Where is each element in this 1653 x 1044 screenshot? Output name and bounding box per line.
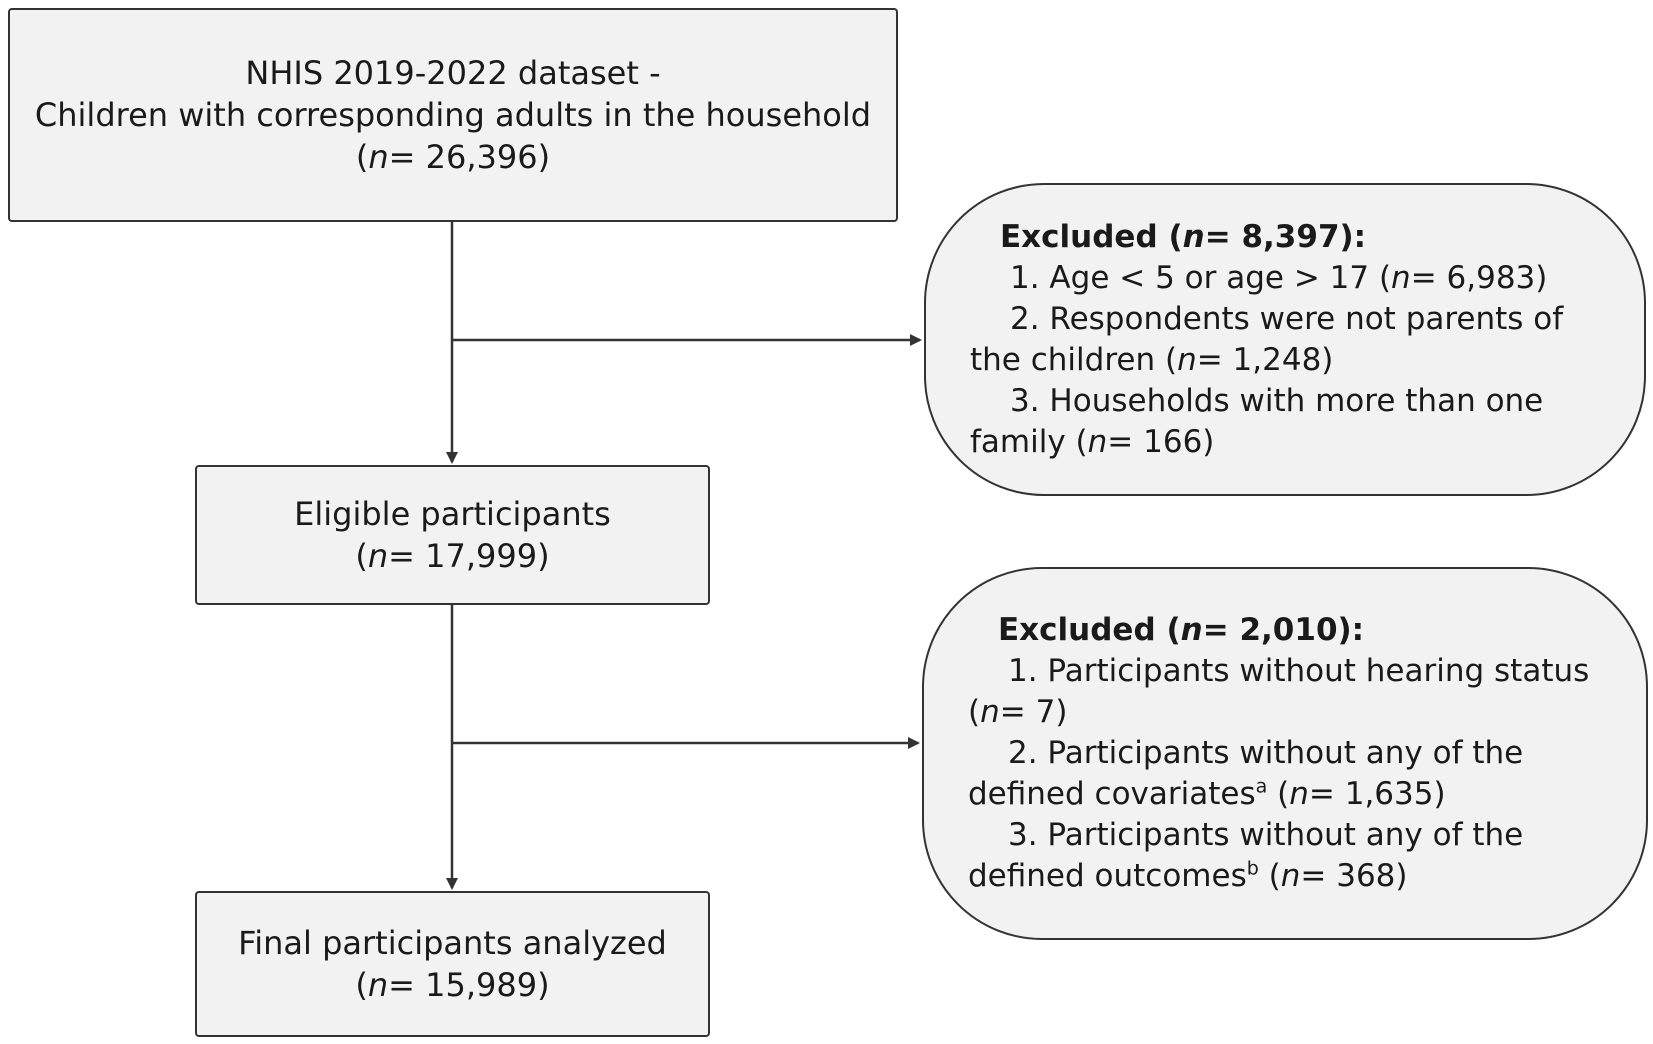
exclusion-2-item-3: 3. Participants without any of the defined outcomes$^b$ (n= 368) (968, 817, 1524, 894)
n-label: n (1391, 259, 1411, 296)
final-count: (n= 15,989) (355, 966, 550, 1004)
exclusion-box-2 (922, 567, 1648, 940)
eligible-count: (n= 17,999) (355, 537, 550, 575)
n-label: n (1182, 218, 1205, 255)
final-title: Final participants analyzed (238, 924, 667, 962)
n-label: n (367, 537, 389, 575)
exclusion-1-item-1: 1. Age < 5 or age > 17 (n= 6,983) (1010, 259, 1548, 296)
exclusion-1-heading: Excluded (n= 8,397): (1000, 218, 1367, 255)
n-label: n (1289, 776, 1309, 812)
n-label: n (367, 966, 389, 1004)
n-label: n (1087, 423, 1108, 460)
eligible-box (195, 465, 710, 605)
dataset-description: Children with corresponding adults in the household (34, 96, 872, 134)
exclusion-box-1 (924, 183, 1646, 496)
exclusion-2-item-1: 1. Participants without hearing status (n= 7) (968, 653, 1590, 730)
final-box (195, 891, 710, 1037)
n-label: n (1177, 341, 1197, 378)
exclusion-2-heading: Excluded (n= 2,010): (998, 612, 1365, 648)
eligible-title: Eligible participants (294, 495, 611, 533)
footnote-marker-a: a (1255, 775, 1268, 798)
n-label: n (980, 694, 1000, 730)
dataset-title: NHIS 2019-2022 dataset - (245, 54, 661, 92)
dataset-box (8, 8, 898, 222)
dataset-count: (n= 26,396) (355, 138, 551, 176)
footnote-marker-b: b (1246, 857, 1259, 880)
exclusion-1-item-2: 2. Respondents were not parents of the children (n= 1,248) (970, 300, 1564, 378)
n-label: n (368, 138, 389, 176)
n-label: n (1180, 612, 1203, 648)
exclusion-1-item-3: 3. Households with more than one family (n= 166) (970, 382, 1544, 460)
exclusion-2-item-2: 2. Participants without any of the defined covariates$^a$ (n= 1,635) (968, 735, 1524, 812)
n-label: n (1280, 858, 1301, 894)
